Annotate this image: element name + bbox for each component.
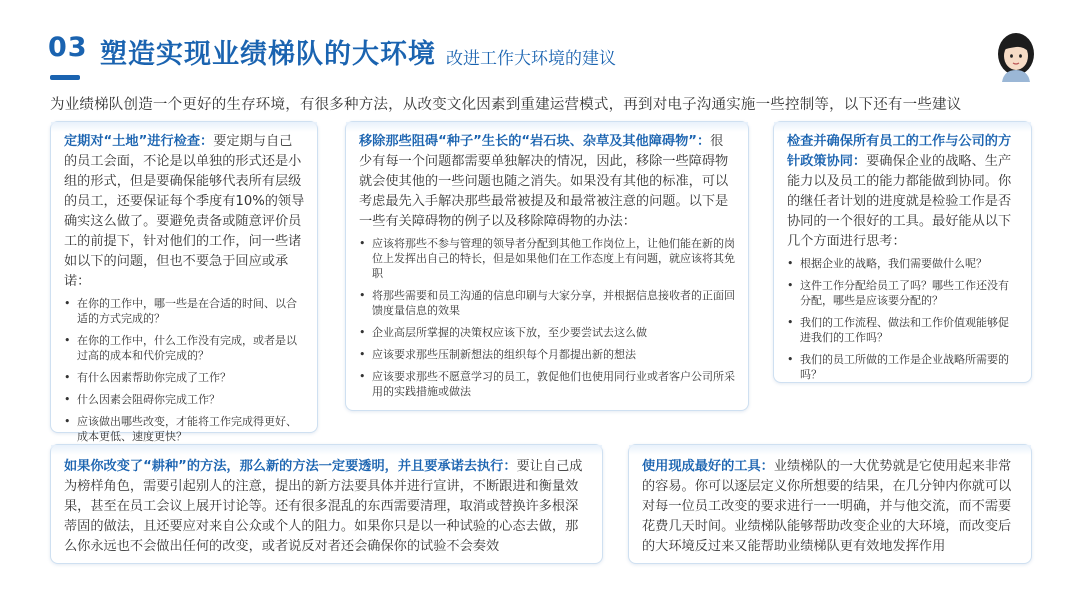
avatar-icon <box>994 30 1038 82</box>
list-item: • 什么因素会阻碍你完成工作？ <box>64 393 220 406</box>
bullet-icon: • <box>787 353 794 366</box>
bullet-icon: • <box>787 279 794 292</box>
list-item: • 这件工作分配给员工了吗？哪些工作还没有分配，哪些是应该要分配的？ <box>787 279 1009 307</box>
bullet-icon: • <box>359 237 366 250</box>
section-number: 03 <box>48 32 88 63</box>
card-lead: 检查并确保所有员工的工作与公司的方针政策协同： <box>787 134 1012 169</box>
list-item: • 我们的工作流程、做法和工作价值观能够促进我们的工作吗？ <box>787 316 1009 344</box>
card-paragraph <box>64 132 305 292</box>
list-item: • 应该将那些不参与管理的领导者分配到其他工作岗位上，让他们能在新的岗位上发挥出自己的特长，但是如果他们在工作态度上有问题，就应该将其免职 <box>359 237 735 280</box>
suggestion-card-remove-obstacles <box>345 121 749 411</box>
card-lead: 如果你改变了“耕种”的方法，那么新的方法一定要透明，并且要承诺去执行： <box>64 459 517 474</box>
list-item: • 将那些需要和员工沟通的信息印刷与大家分享，并根据信息接收者的正面回馈度量信息的效果 <box>359 289 735 317</box>
title-underline <box>50 75 80 80</box>
card-body: 要让自己成为榜样角色，需要引起别人的注意，提出的新方法要具体并进行宣讲，不断跟进和衡量效果，甚至在员工会议上展开讨论等。还有很多混乱的东西需要清理，取消或替换许多根深蒂固的做法，且还要应对来自公众或个人的阻力。如果你只是以一种试验的心态去做，那么你永远也不会做出任何的改变，或者说反对者还会确保你的试验不会奏效 <box>64 459 583 554</box>
list-item: • 应该做出哪些改变，才能将工作完成得更好、成本更低、速度更快？ <box>64 415 297 443</box>
list-item: • 有什么因素帮助你完成了工作？ <box>64 371 231 384</box>
example-list <box>359 236 736 399</box>
card-body: 业绩梯队的一大优势就是它使用起来非常的容易。你可以逐层定义你所想要的结果，在几分钟内你就可以对每一位员工改变的要求进行一一明确，并与他交流，而不需要花费几天时间。业绩梯队能够帮助改变企业的大环境，而改变后的大环境反过来又能帮助业绩梯队更有效地发挥作用 <box>642 459 1012 554</box>
card-paragraph <box>359 132 736 232</box>
list-item: • 根据企业的战略，我们需要做什么呢？ <box>787 257 987 270</box>
bullet-icon: • <box>64 393 71 406</box>
bullet-icon: • <box>787 316 794 329</box>
bullet-icon: • <box>359 370 366 383</box>
card-body: 要定期与自己的员工会面，不论是以单独的形式还是小组的形式，但是要确保能够代表所有层级的员工，还要保证每个季度有10%的领导确实这么做了。要避免责备或随意评价员工的前提下，针对他们的工作，问一些诸如以下的问题，但也不要急于回应或承诺： <box>64 134 305 289</box>
bullet-icon: • <box>787 257 794 270</box>
card-paragraph <box>64 457 590 557</box>
card-paragraph <box>787 132 1019 252</box>
page-title: 塑造实现业绩梯队的大环境 <box>100 39 436 70</box>
card-lead: 移除那些阻碍“种子”生长的“岩石块、杂草及其他障碍物”： <box>359 134 711 149</box>
list-item: • 我们的员工所做的工作是企业战略所需要的吗？ <box>787 353 1009 381</box>
bullet-icon: • <box>64 371 71 384</box>
page-subtitle: 改进工作大环境的建议 <box>446 49 616 69</box>
card-body: 要确保企业的战略、生产能力以及员工的能力都能做到协同。你的继任者计划的进度就是检验工作是否协同的一个很好的工具。最好能从以下几个方面进行思考： <box>787 154 1012 249</box>
bullet-icon: • <box>64 415 71 428</box>
suggestion-card-transparency <box>50 444 603 564</box>
question-list <box>787 256 1019 382</box>
bullet-icon: • <box>64 297 71 310</box>
suggestion-card-alignment <box>773 121 1032 383</box>
list-item: • 应该要求那些压制新想法的组织每个月都提出新的想法 <box>359 348 636 361</box>
card-body: 很少有每一个问题都需要单独解决的情况，因此，移除一些障碍物就会使其他的一些问题也随之消失。如果没有其他的标准，可以考虑最先入手解决那些最常被提及和最常被注意的问题。以下是一些有关障碍物的例子以及移除障碍物的办法： <box>359 134 729 229</box>
card-paragraph <box>642 457 1019 557</box>
list-item: • 应该要求那些不愿意学习的员工，敦促他们也使用同行业或者客户公司所采用的实践措施或做法 <box>359 370 735 398</box>
card-lead: 定期对“土地”进行检查： <box>64 134 214 149</box>
list-item: • 企业高层所掌握的决策权应该下放，至少要尝试去这么做 <box>359 326 647 339</box>
bullet-icon: • <box>359 348 366 361</box>
bullet-icon: • <box>359 289 366 302</box>
question-list <box>64 296 305 444</box>
bullet-icon: • <box>64 334 71 347</box>
bullet-icon: • <box>359 326 366 339</box>
list-item: • 在你的工作中，什么工作没有完成，或者是以过高的成本和代价完成的？ <box>64 334 297 362</box>
suggestion-card-best-tool <box>628 444 1032 564</box>
list-item: • 在你的工作中，哪一些是在合适的时间、以合适的方式完成的？ <box>64 297 297 325</box>
card-lead: 使用现成最好的工具： <box>642 459 774 474</box>
intro-text: 为业绩梯队创造一个更好的生存环境，有很多种方法，从改变文化因素到重建运营模式，再到对电子沟通实施一些控制等，以下还有一些建议 <box>50 97 962 113</box>
suggestion-card-inspect-land <box>50 121 318 443</box>
